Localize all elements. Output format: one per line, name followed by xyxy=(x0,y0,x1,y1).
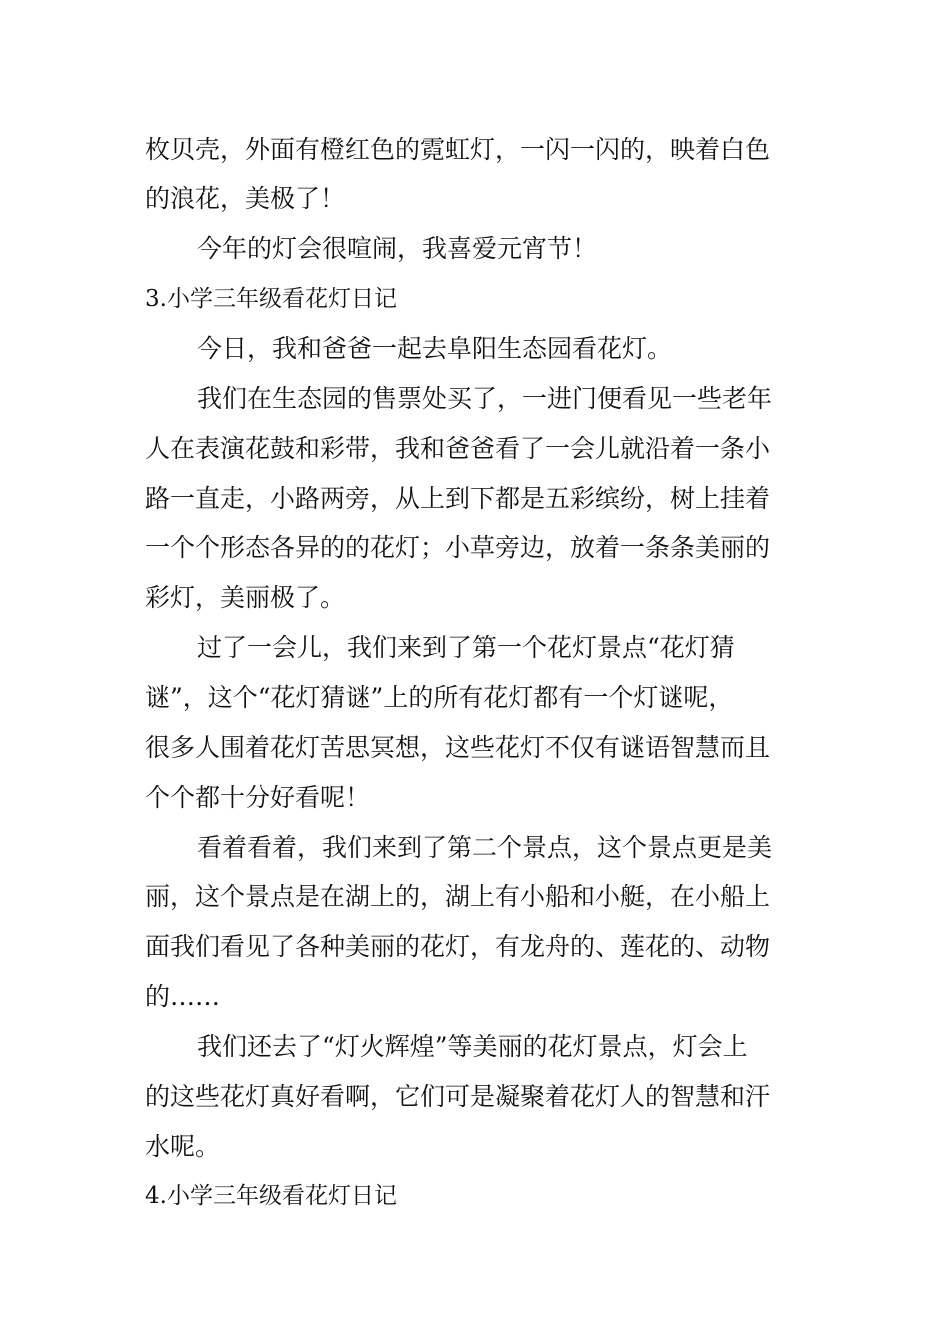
section-heading: 3.小学三年级看花灯日记 xyxy=(145,286,397,312)
paragraph-line: 的这些花灯真好看啊，它们可是凝聚着花灯人的智慧和汗 xyxy=(145,1082,771,1111)
paragraph-line: 看着看着，我们来到了第二个景点，这个景点更是美 xyxy=(197,833,773,862)
paragraph-line: 枚贝壳，外面有橙红色的霓虹灯，一闪一闪的，映着白色 xyxy=(145,135,771,164)
paragraph-line: 丽，这个景点是在湖上的，湖上有小船和小艇，在小船上 xyxy=(145,882,771,911)
paragraph-line: 过了一会儿，我们来到了第一个花灯景点“花灯猜 xyxy=(197,633,735,662)
paragraph-line: 的…… xyxy=(145,982,221,1011)
paragraph-line: 我们在生态园的售票处买了，一进门便看见一些老年 xyxy=(197,384,773,413)
section-heading: 4.小学三年级看花灯日记 xyxy=(145,1183,397,1209)
paragraph-line: 今年的灯会很喧闹，我喜爱元宵节！ xyxy=(197,234,598,263)
paragraph-line: 彩灯，美丽极了。 xyxy=(145,583,346,612)
paragraph-line: 路一直走，小路两旁，从上到下都是五彩缤纷，树上挂着 xyxy=(145,484,771,513)
paragraph-line: 谜”，这个“花灯猜谜”上的所有花灯都有一个灯谜呢， xyxy=(145,683,734,712)
paragraph-line: 面我们看见了各种美丽的花灯，有龙舟的、莲花的、动物 xyxy=(145,932,771,961)
paragraph-line: 一个个形态各异的的花灯；小草旁边，放着一条条美丽的 xyxy=(145,533,771,562)
paragraph-line: 个个都十分好看呢！ xyxy=(145,783,371,812)
paragraph-line: 很多人围着花灯苦思冥想，这些花灯不仅有谜语智慧而且 xyxy=(145,733,771,762)
paragraph-line: 水呢。 xyxy=(145,1132,221,1161)
paragraph-line: 我们还去了“灯火辉煌”等美丽的花灯景点，灯会上 xyxy=(197,1032,748,1061)
paragraph-line: 人在表演花鼓和彩带，我和爸爸看了一会儿就沿着一条小 xyxy=(145,434,771,463)
paragraph-line: 的浪花，美极了！ xyxy=(145,184,346,213)
paragraph-line: 今日，我和爸爸一起去阜阳生态园看花灯。 xyxy=(197,334,673,363)
